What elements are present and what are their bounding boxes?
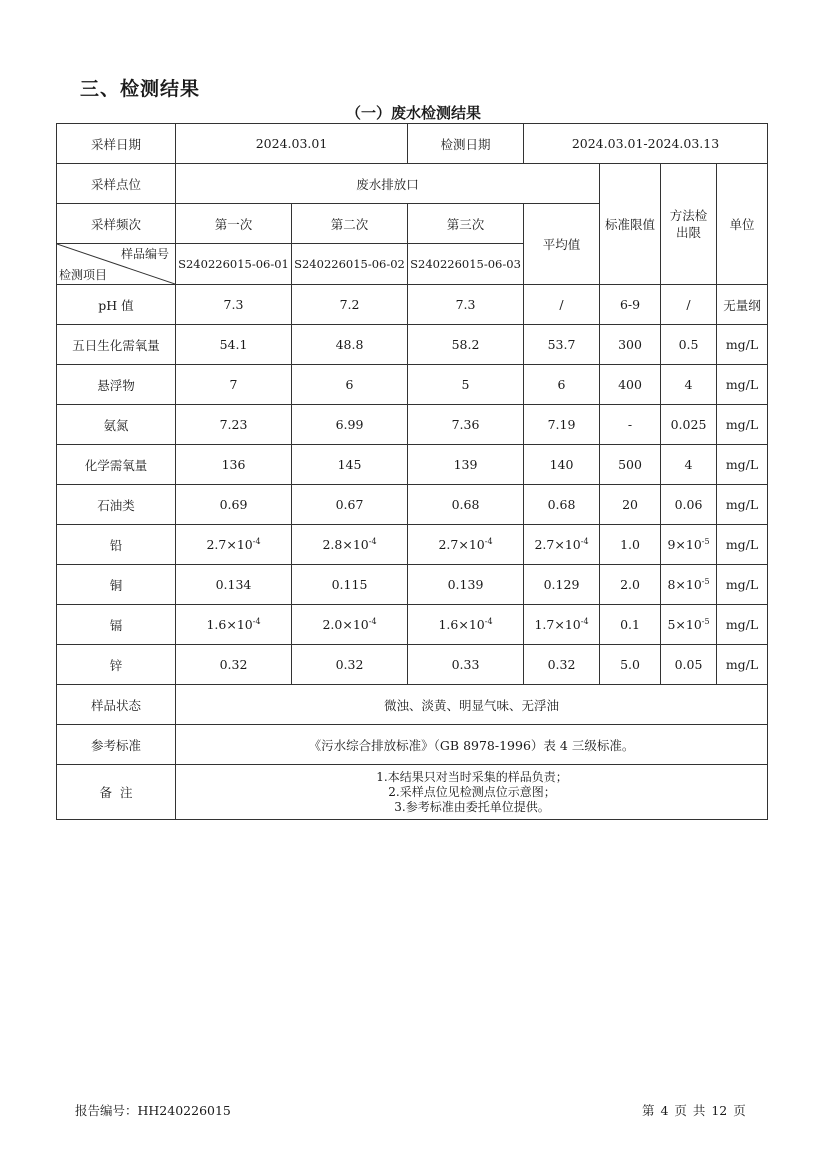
unit-value: mg/L (717, 645, 768, 685)
round-1-value: 7 (176, 365, 292, 405)
standard-limit-value: 300 (600, 325, 661, 365)
method-limit-value: $8\times 10^{-5}$ (661, 565, 717, 605)
table-row (57, 405, 768, 445)
item-name: 铜 (57, 565, 176, 605)
round-3-value: 0.33 (408, 645, 524, 685)
item-name: 氨氮 (57, 405, 176, 445)
sample-state-label: 样品状态 (57, 685, 176, 725)
unit-value: mg/L (717, 325, 768, 365)
round-1-value: 7.23 (176, 405, 292, 445)
method-limit-value: 4 (661, 365, 717, 405)
method-limit-value: 0.5 (661, 325, 717, 365)
remarks-label: 备 注 (57, 765, 176, 820)
table-row (57, 565, 768, 605)
unit-value: mg/L (717, 405, 768, 445)
average-header: 平均值 (524, 204, 600, 285)
page-number: 第 4 页 共 12 页 (642, 1103, 746, 1118)
reference-value: 《污水综合排放标准》（GB 8978-1996）表 4 三级标准。 (176, 725, 768, 765)
round-1-value: $2.7\times 10^{-4}$ (176, 525, 292, 565)
section-title: 三、检测结果 (80, 78, 201, 100)
sample-no-1: S240226015-06-01 (176, 244, 292, 285)
test-date-label: 检测日期 (408, 124, 524, 164)
test-date-value: 2024.03.01-2024.03.13 (524, 124, 768, 164)
standard-limit-value: 1.0 (600, 525, 661, 565)
item-name: pH 值 (57, 285, 176, 325)
remark-line: 3.参考标准由委托单位提供。 (394, 799, 550, 814)
round-3-header: 第三次 (408, 204, 524, 244)
average-value: 0.68 (524, 485, 600, 525)
method-limit-value: 4 (661, 445, 717, 485)
method-limit-value: $5\times 10^{-5}$ (661, 605, 717, 645)
average-value: $1.7\times 10^{-4}$ (524, 605, 600, 645)
round-3-value: $1.6\times 10^{-4}$ (408, 605, 524, 645)
sampling-date-value: 2024.03.01 (176, 124, 408, 164)
unit-value: mg/L (717, 485, 768, 525)
average-value: 0.32 (524, 645, 600, 685)
item-label: 检测项目 (59, 268, 108, 282)
round-1-header: 第一次 (176, 204, 292, 244)
average-value: 7.19 (524, 405, 600, 445)
round-1-value: 54.1 (176, 325, 292, 365)
unit-value: mg/L (717, 565, 768, 605)
round-1-value: $1.6\times 10^{-4}$ (176, 605, 292, 645)
sample-no-2: S240226015-06-02 (292, 244, 408, 285)
standard-limit-value: 5.0 (600, 645, 661, 685)
table-row (57, 285, 768, 325)
round-2-value: 6.99 (292, 405, 408, 445)
remark-line: 1.本结果只对当时采集的样品负责； (376, 769, 568, 784)
item-name: 石油类 (57, 485, 176, 525)
round-3-value: 58.2 (408, 325, 524, 365)
unit-value: mg/L (717, 445, 768, 485)
round-1-value: 136 (176, 445, 292, 485)
remarks-content (176, 765, 768, 820)
round-2-value: 48.8 (292, 325, 408, 365)
average-value: 53.7 (524, 325, 600, 365)
round-1-value: 0.32 (176, 645, 292, 685)
standard-limit-value: 2.0 (600, 565, 661, 605)
round-3-value: 7.36 (408, 405, 524, 445)
sampling-point-value: 废水排放口 (176, 164, 600, 204)
sample-no-label: 样品编号 (120, 247, 169, 261)
report-number: 报告编号：HH240226015 (75, 1103, 231, 1118)
reference-label: 参考标准 (57, 725, 176, 765)
standard-limit-value: 0.1 (600, 605, 661, 645)
round-2-value: 7.2 (292, 285, 408, 325)
round-1-value: 0.134 (176, 565, 292, 605)
round-3-value: 0.139 (408, 565, 524, 605)
unit-header: 单位 (717, 164, 768, 285)
table-row (57, 525, 768, 565)
method-limit-value: / (661, 285, 717, 325)
round-1-value: 7.3 (176, 285, 292, 325)
table-row (57, 445, 768, 485)
sampling-point-label: 采样点位 (57, 164, 176, 204)
method-limit-value: 0.025 (661, 405, 717, 445)
wastewater-results-table (56, 123, 768, 820)
method-limit-value: 0.05 (661, 645, 717, 685)
unit-value: mg/L (717, 525, 768, 565)
table-caption: （一）废水检测结果 (345, 104, 481, 122)
round-2-value: $2.0\times 10^{-4}$ (292, 605, 408, 645)
average-value: $2.7\times 10^{-4}$ (524, 525, 600, 565)
round-1-value: 0.69 (176, 485, 292, 525)
unit-value: mg/L (717, 365, 768, 405)
standard-limit-value: 400 (600, 365, 661, 405)
item-name: 镉 (57, 605, 176, 645)
sampling-date-label: 采样日期 (57, 124, 176, 164)
standard-limit-header: 标准限值 (600, 164, 661, 285)
table-row (57, 605, 768, 645)
standard-limit-value: 500 (600, 445, 661, 485)
standard-limit-value: 6-9 (600, 285, 661, 325)
round-3-value: $2.7\times 10^{-4}$ (408, 525, 524, 565)
round-2-value: 145 (292, 445, 408, 485)
table-row (57, 485, 768, 525)
unit-value: 无量纲 (717, 285, 768, 325)
item-name: 锌 (57, 645, 176, 685)
round-2-header: 第二次 (292, 204, 408, 244)
round-3-value: 139 (408, 445, 524, 485)
method-limit-value: 0.06 (661, 485, 717, 525)
standard-limit-value: - (600, 405, 661, 445)
frequency-label: 采样频次 (57, 204, 176, 244)
method-limit-header: 方法检出限 (661, 164, 717, 285)
item-name: 五日生化需氧量 (57, 325, 176, 365)
round-3-value: 5 (408, 365, 524, 405)
item-name: 铅 (57, 525, 176, 565)
sample-no-3: S240226015-06-03 (408, 244, 524, 285)
remark-line: 2.采样点位见检测点位示意图； (388, 784, 556, 799)
item-name: 悬浮物 (57, 365, 176, 405)
diagonal-header-cell (57, 244, 176, 285)
average-value: 140 (524, 445, 600, 485)
table-row (57, 325, 768, 365)
table-row (57, 645, 768, 685)
round-2-value: 6 (292, 365, 408, 405)
method-limit-value: $9\times 10^{-5}$ (661, 525, 717, 565)
standard-limit-value: 20 (600, 485, 661, 525)
round-3-value: 0.68 (408, 485, 524, 525)
average-value: / (524, 285, 600, 325)
round-2-value: 0.115 (292, 565, 408, 605)
round-3-value: 7.3 (408, 285, 524, 325)
sample-state-value: 微浊、淡黄、明显气味、无浮油 (176, 685, 768, 725)
unit-value: mg/L (717, 605, 768, 645)
round-2-value: 0.32 (292, 645, 408, 685)
round-2-value: $2.8\times 10^{-4}$ (292, 525, 408, 565)
round-2-value: 0.67 (292, 485, 408, 525)
average-value: 0.129 (524, 565, 600, 605)
item-name: 化学需氧量 (57, 445, 176, 485)
table-row (57, 365, 768, 405)
average-value: 6 (524, 365, 600, 405)
